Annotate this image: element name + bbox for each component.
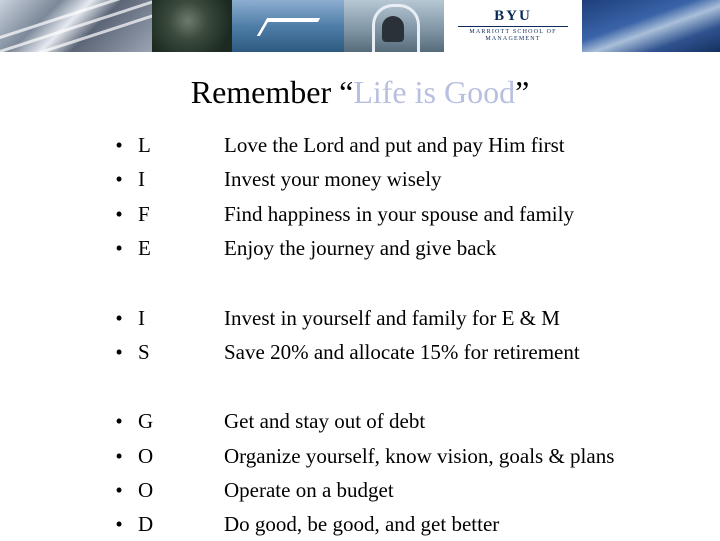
list-item <box>0 128 720 162</box>
bullet: • <box>115 236 123 260</box>
header-banner <box>0 0 720 52</box>
bullet: • <box>115 478 123 502</box>
acronym-letter: L <box>138 133 151 157</box>
item-text: Invest in yourself and family for E & M <box>224 306 560 330</box>
item-text: Operate on a budget <box>224 478 394 502</box>
acronym-letter: O <box>138 444 154 468</box>
banner-photo-campus <box>582 0 720 52</box>
title-prefix: Remember “ <box>190 74 354 110</box>
list-item <box>0 473 720 507</box>
list-item <box>0 335 720 369</box>
list-item <box>0 231 720 265</box>
list-item <box>0 404 720 438</box>
logo-name: BYU <box>494 8 532 24</box>
slide-title <box>0 72 720 112</box>
bullet: • <box>115 444 123 468</box>
bullet: • <box>115 306 123 330</box>
item-text: Get and stay out of debt <box>224 409 426 433</box>
title-highlight: Life is Good <box>353 74 516 110</box>
banner-photo-bell <box>344 0 444 52</box>
acronym-letter: O <box>138 478 154 502</box>
acronym-letter: E <box>138 236 151 260</box>
bullet: • <box>115 409 123 433</box>
bullet: • <box>115 202 123 226</box>
acronym-letter: I <box>138 167 145 191</box>
list-item <box>0 439 720 473</box>
acronym-letter: S <box>138 340 150 364</box>
acronym-letter: G <box>138 409 154 433</box>
bullet: • <box>115 512 123 536</box>
acronym-letter: F <box>138 202 150 226</box>
banner-photo-sky <box>232 0 344 52</box>
item-text: Do good, be good, and get better <box>224 512 500 536</box>
byu-logo <box>444 0 582 52</box>
title-suffix: ” <box>515 74 530 110</box>
item-text: Find happiness in your spouse and family <box>224 202 574 226</box>
bullet: • <box>115 133 123 157</box>
list-item <box>0 197 720 231</box>
banner-photo-architecture <box>0 0 152 52</box>
item-text: Save 20% and allocate 15% for retirement <box>224 340 580 364</box>
logo-subtitle: MARRIOTT SCHOOL OF MANAGEMENT <box>469 29 557 42</box>
list-item <box>0 507 720 541</box>
item-text: Love the Lord and put and pay Him first <box>224 133 565 157</box>
list-item <box>0 301 720 335</box>
logo-divider <box>458 26 568 27</box>
bullet: • <box>115 340 123 364</box>
item-text: Organize yourself, know vision, goals & plans <box>224 444 615 468</box>
list-item <box>0 162 720 196</box>
acronym-letter: I <box>138 306 145 330</box>
item-text: Invest your money wisely <box>224 167 442 191</box>
item-text: Enjoy the journey and give back <box>224 236 497 260</box>
bullet: • <box>115 167 123 191</box>
acronym-letter: D <box>138 512 154 536</box>
banner-photo-statue <box>152 0 232 52</box>
